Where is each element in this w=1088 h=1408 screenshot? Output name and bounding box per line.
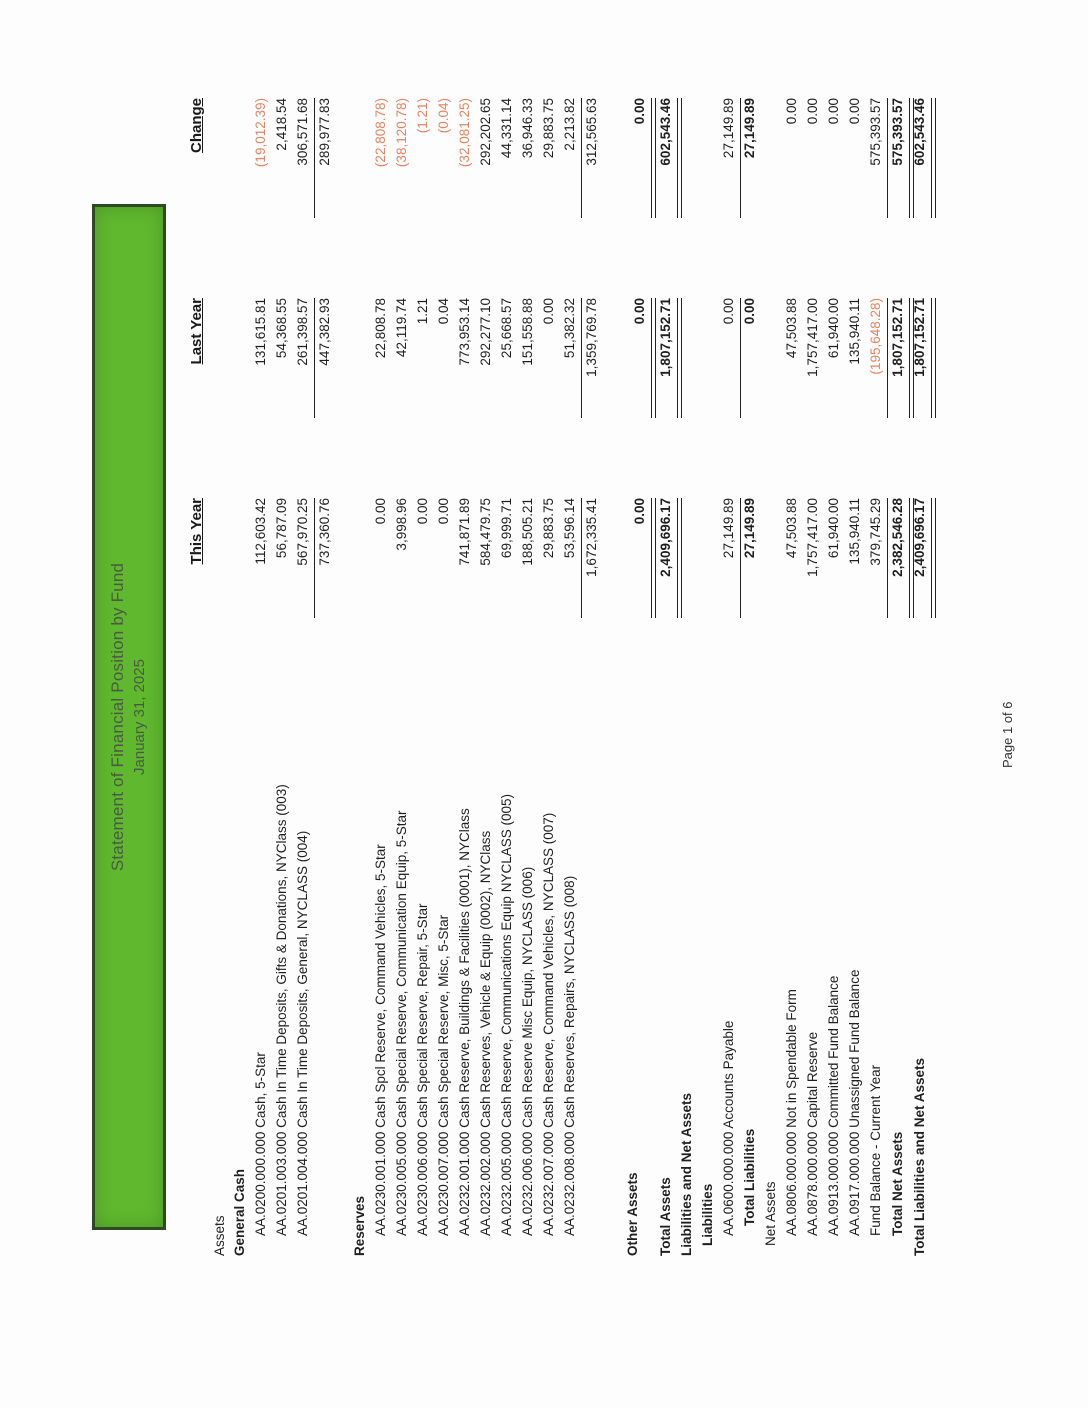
change-value: 289,977.83 xyxy=(317,98,332,166)
report-date: January 31, 2025 xyxy=(131,659,148,775)
this-year-value: 2,409,696.17 xyxy=(912,498,927,577)
last-year-value: 292,277.10 xyxy=(478,298,493,366)
account-label: AA.0200.000.000 Cash, 5-Star xyxy=(253,1052,268,1236)
this-year-value: 0.00 xyxy=(632,498,647,525)
last-year-value: 51,382.32 xyxy=(562,298,577,359)
last-year-value: 47,503.88 xyxy=(784,298,799,359)
table-row xyxy=(436,0,454,1408)
this-year-value: 112,603.42 xyxy=(253,498,268,565)
this-year-value: 584,479.75 xyxy=(478,498,493,566)
total-rule xyxy=(931,498,936,618)
change-value: 575,393.57 xyxy=(890,98,905,166)
table-row xyxy=(295,0,313,1408)
this-year-value: 0.00 xyxy=(415,498,430,525)
last-year-value: 0.04 xyxy=(436,298,451,325)
this-year-value: 3,998.96 xyxy=(394,498,409,551)
change-value: 602,543.46 xyxy=(912,98,927,166)
total-assets-label: Total Assets xyxy=(658,1177,673,1256)
change-value: (22,808.78) xyxy=(373,98,388,168)
account-label: AA.0600.000.000 Accounts Payable xyxy=(721,1020,736,1236)
page-number: Page 1 of 6 xyxy=(1000,701,1015,768)
last-year-value: 773,953.14 xyxy=(457,298,472,366)
subtotal-rule xyxy=(314,98,315,218)
this-year-value: 741,871.89 xyxy=(457,498,472,566)
change-value: 2,418.54 xyxy=(274,98,289,151)
table-row xyxy=(274,0,292,1408)
account-label: Fund Balance - Current Year xyxy=(868,1064,883,1236)
subtotal-rule xyxy=(740,98,741,218)
total-rule xyxy=(931,298,936,418)
last-year-value: 131,615.81 xyxy=(253,298,268,366)
total-liabilities-label: Total Liabilities xyxy=(742,1128,757,1226)
change-value: 27,149.89 xyxy=(721,98,736,159)
change-value: 0.00 xyxy=(826,98,841,125)
table-row xyxy=(520,0,538,1408)
subtotal-rule xyxy=(314,298,315,418)
change-value: 0.00 xyxy=(805,98,820,125)
last-year-value: 135,940.11 xyxy=(847,298,862,365)
last-year-value: 1,807,152.71 xyxy=(658,298,673,377)
subtotal-rule xyxy=(740,298,741,418)
table-row xyxy=(253,0,271,1408)
account-label: AA.0230.001.000 Cash Spcl Reserve, Command Vehicles, 5-Star xyxy=(373,844,388,1236)
table-row xyxy=(499,0,517,1408)
this-year-value: 29,883.75 xyxy=(541,498,556,559)
last-year-value: 42,119.74 xyxy=(394,298,409,358)
subtotal-rule xyxy=(314,498,315,618)
change-value: 602,543.46 xyxy=(658,98,673,166)
account-label: AA.0201.004.000 Cash In Time Deposits, General, NYCLASS (004) xyxy=(295,830,310,1236)
account-label: AA.0917.000.000 Unassigned Fund Balance xyxy=(847,969,862,1236)
total-rule xyxy=(651,98,656,218)
table-row xyxy=(826,0,844,1408)
account-label: AA.0201.003.000 Cash In Time Deposits, Gifts & Donations, NYClass (003) xyxy=(274,784,289,1236)
last-year-value: 1,807,152.71 xyxy=(912,298,927,377)
account-label: AA.0230.007.000 Cash Special Reserve, Misc, 5-Star xyxy=(436,914,451,1236)
column-header-this-year: This Year xyxy=(188,498,205,565)
table-row xyxy=(868,0,886,1408)
account-label: AA.0806.000.000 Not in Spendable Form xyxy=(784,989,799,1236)
report-title: Statement of Financial Position by Fund xyxy=(108,562,127,872)
subtotal-row xyxy=(584,0,602,1408)
change-value: 292,202.65 xyxy=(478,98,493,166)
account-label: AA.0232.007.000 Cash Reserve, Command Vehicles, NYCLASS (007) xyxy=(541,812,556,1236)
total-liabilities-net-assets-label: Total Liabilities and Net Assets xyxy=(912,1057,927,1256)
column-header-last-year: Last Year xyxy=(188,298,205,365)
this-year-value: 56,787.09 xyxy=(274,498,289,559)
this-year-value: 2,382,546.28 xyxy=(890,498,905,577)
table-row xyxy=(394,0,412,1408)
section-liabilities: Liabilities xyxy=(700,1183,715,1246)
total-rule xyxy=(931,98,936,218)
this-year-value: 1,757,417.00 xyxy=(805,498,820,577)
last-year-value: 1,757,417.00 xyxy=(805,298,820,377)
this-year-value: 2,409,696.17 xyxy=(658,498,673,577)
change-value: 36,946.33 xyxy=(520,98,535,159)
last-year-value: 0.00 xyxy=(632,298,647,325)
change-value: (38,120.78) xyxy=(394,98,409,168)
this-year-value: 188,505.21 xyxy=(520,498,535,566)
this-year-value: 27,149.89 xyxy=(721,498,736,559)
subtotal-rule xyxy=(887,98,888,218)
total-rule xyxy=(651,498,656,618)
change-value: 2,213.82 xyxy=(562,98,577,151)
total-liabilities-net-assets-row xyxy=(912,0,930,1408)
this-year-value: 69,999.71 xyxy=(499,498,514,559)
last-year-value: 0.00 xyxy=(721,298,736,325)
change-value: 575,393.57 xyxy=(868,98,883,166)
last-year-value: 261,398.57 xyxy=(295,298,310,366)
table-row xyxy=(784,0,802,1408)
last-year-value: 0.00 xyxy=(541,298,556,325)
table-row xyxy=(373,0,391,1408)
change-value: 306,571.68 xyxy=(295,98,310,166)
change-value: 0.00 xyxy=(784,98,799,125)
last-year-value: 447,382.93 xyxy=(317,298,332,366)
account-label: AA.0232.002.000 Cash Reserves, Vehicle & Equip (0002), NYClass xyxy=(478,830,493,1236)
account-label: AA.0230.005.000 Cash Special Reserve, Communication Equip, 5-Star xyxy=(394,810,409,1236)
account-label: AA.0230.006.000 Cash Special Reserve, Repair, 5-Star xyxy=(415,903,430,1236)
subtotal-rule xyxy=(887,298,888,418)
last-year-value: 22,808.78 xyxy=(373,298,388,359)
total-net-assets-label: Total Net Assets xyxy=(890,1131,905,1236)
subtotal-rule xyxy=(581,98,582,218)
change-value: 0.00 xyxy=(847,98,862,125)
this-year-value: 0.00 xyxy=(373,498,388,525)
change-value: 312,565.63 xyxy=(584,98,599,166)
change-value: (1.21) xyxy=(415,98,430,134)
other-assets-row xyxy=(632,0,650,1408)
table-row xyxy=(721,0,739,1408)
section-other-assets: Other Assets xyxy=(625,1172,640,1256)
account-label: AA.0232.001.000 Cash Reserve, Buildings & Facilities (0001), NYClass xyxy=(457,808,472,1236)
change-value: 29,883.75 xyxy=(541,98,556,159)
account-label: AA.0232.006.000 Cash Reserve Misc Equip, NYCLASS (006) xyxy=(520,866,535,1236)
last-year-value: 1,359,769.78 xyxy=(584,298,599,377)
section-reserves: Reserves xyxy=(352,1195,367,1256)
last-year-value: 61,940.00 xyxy=(826,298,841,359)
last-year-value: 1,807,152.71 xyxy=(890,298,905,377)
change-value: (0.04) xyxy=(436,98,451,134)
subtotal-rule xyxy=(581,498,582,618)
account-label: AA.0232.008.000 Cash Reserves, Repairs, NYCLASS (008) xyxy=(562,875,577,1236)
subtotal-rule xyxy=(887,498,888,618)
this-year-value: 567,970.25 xyxy=(295,498,310,566)
table-row xyxy=(562,0,580,1408)
account-label: AA.0232.005.000 Cash Reserve, Communications Equip NYCLASS (005) xyxy=(499,794,514,1236)
this-year-value: 1,672,335.41 xyxy=(584,498,599,577)
table-row xyxy=(805,0,823,1408)
subtotal-rule xyxy=(740,498,741,618)
total-net-assets-row xyxy=(890,0,908,1408)
this-year-value: 737,360.76 xyxy=(317,498,332,566)
total-rule xyxy=(651,298,656,418)
account-label: AA.0913.000.000 Committed Fund Balance xyxy=(826,975,841,1236)
this-year-value: 61,940.00 xyxy=(826,498,841,559)
change-value: (32,081.25) xyxy=(457,98,472,168)
this-year-value: 135,940.11 xyxy=(847,498,862,565)
section-general-cash: General Cash xyxy=(232,1168,247,1256)
change-value: 0.00 xyxy=(632,98,647,125)
change-value: (19,012.39) xyxy=(253,98,268,168)
last-year-value: 151,558.88 xyxy=(520,298,535,366)
table-row xyxy=(415,0,433,1408)
last-year-value: (195,648.28) xyxy=(868,298,883,375)
section-net-assets: Net Assets xyxy=(763,1181,778,1246)
total-assets-row xyxy=(658,0,676,1408)
last-year-value: 1.21 xyxy=(415,298,430,325)
table-row xyxy=(457,0,475,1408)
change-value: 27,149.89 xyxy=(742,98,757,159)
section-assets: Assets xyxy=(212,1215,227,1256)
table-row xyxy=(541,0,559,1408)
table-row xyxy=(847,0,865,1408)
this-year-value: 27,149.89 xyxy=(742,498,757,559)
last-year-value: 54,368.55 xyxy=(274,298,289,359)
column-header-change: Change xyxy=(188,98,205,154)
total-liabilities-row xyxy=(742,0,760,1408)
section-liabilities-net-assets: Liabilities and Net Assets xyxy=(679,1092,694,1256)
this-year-value: 53,596.14 xyxy=(562,498,577,559)
this-year-value: 0.00 xyxy=(436,498,451,525)
this-year-value: 47,503.88 xyxy=(784,498,799,559)
account-label: AA.0878.000.000 Capital Reserve xyxy=(805,1031,820,1236)
last-year-value: 0.00 xyxy=(742,298,757,325)
last-year-value: 25,668.57 xyxy=(499,298,514,359)
report-banner xyxy=(92,204,166,1230)
subtotal-rule xyxy=(581,298,582,418)
change-value: 44,331.14 xyxy=(499,98,514,159)
this-year-value: 379,745.29 xyxy=(868,498,883,566)
table-row xyxy=(478,0,496,1408)
subtotal-row xyxy=(317,0,335,1408)
